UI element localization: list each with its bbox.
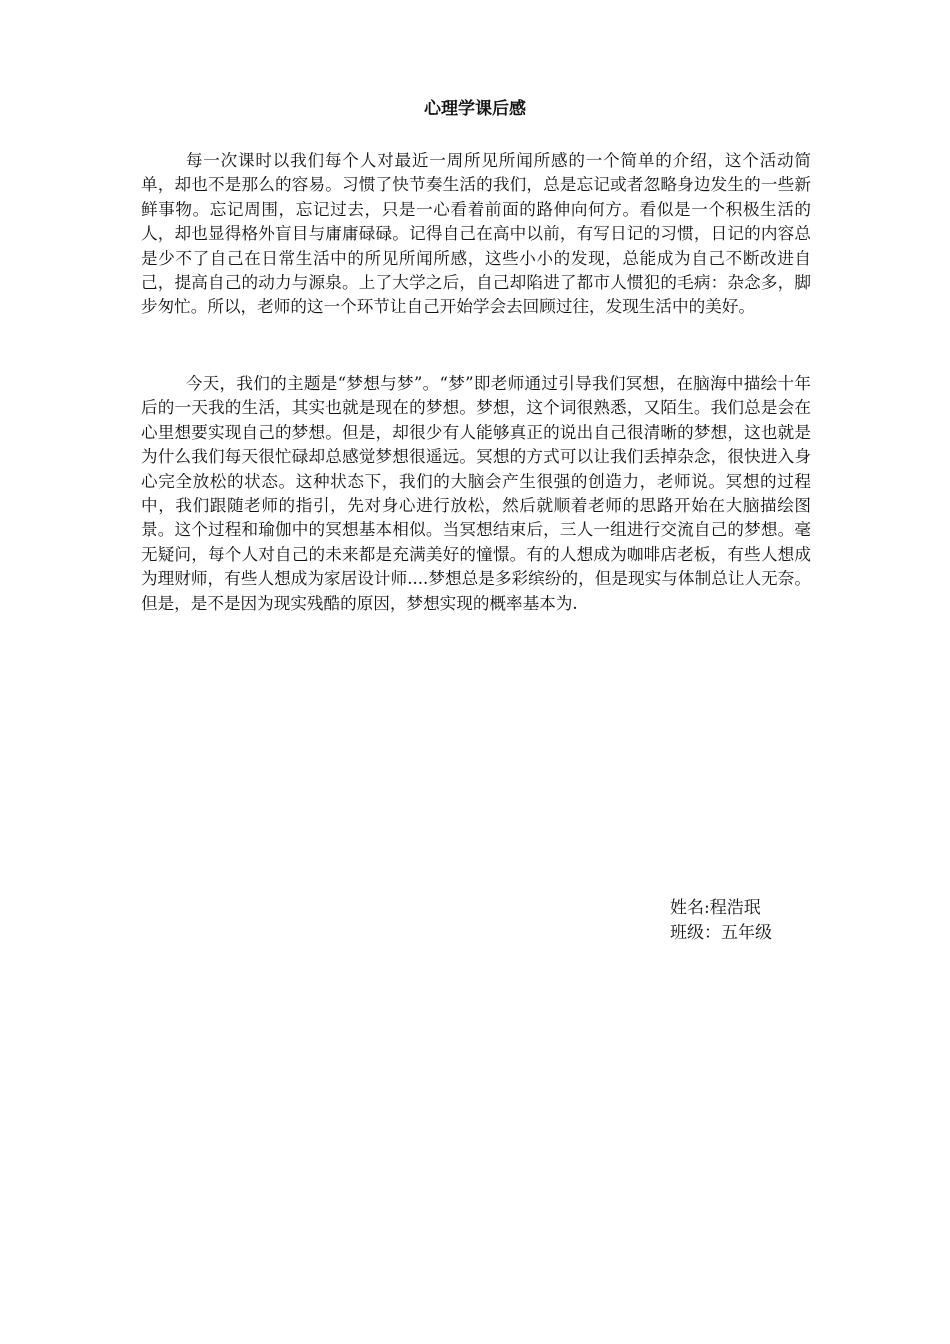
document-title: 心理学课后感 (424, 99, 526, 119)
paragraph-1: 每一次课时以我们每个人对最近一周所见所闻所感的一个简单的介绍，这个活动简单，却也不是那么的容易。习惯了快节奏生活的我们，总是忘记或者忽略身边发生的一些新鲜事物。忘记周围，忘记过去，只是一心看着前面的路伸向何方。看似是一个积极生活的人，却也显得格外盲目与庸庸碌碌。记得自己在高中以前，有写日记的习惯，日记的内容总是少不了自己在日常生活中的所见所闻所感，这些小小的发现，总能成为自己不断改进自己，提高自己的动力与源泉。上了大学之后，自己却陷进了都市人惯犯的毛病：杂念多，脚步匆忙。所以，老师的这一个环节让自己开始学会去回顾过往，发现生活中的美好。 (141, 151, 811, 317)
signature-name: 姓名:程浩珉 (670, 898, 761, 918)
paragraph-2: 今天，我们的主题是“梦想与梦”。“梦”即老师通过引导我们冥想，在脑海中描绘十年后的一天我的生活，其实也就是现在的梦想。梦想，这个词很熟悉，又陌生。我们总是会在心里想要实现自己的梦想。但是，却很少有人能够真正的说出自己很清晰的梦想，这也就是为什么我们每天很忙碌却总感觉梦想很遥远。冥想的方式可以让我们丢掉杂念，很快进入身心完全放松的状态。这种状态下，我们的大脑会产生很强的创造力，老师说。冥想的过程中，我们跟随老师的指引，先对身心进行放松，然后就顺着老师的思路开始在大脑描绘图景。这个过程和瑜伽中的冥想基本相似。当冥想结束后，三人一组进行交流自己的梦想。毫无疑问，每个人对自己的未来都是充满美好的憧憬。有的人想成为咖啡店老板，有些人想成为理财师，有些人想成为家居设计师....梦想总是多彩缤纷的，但是现实与体制总让人无奈。但是，是不是因为现实残酷的原因，梦想实现的概率基本为. (141, 374, 811, 613)
signature-class: 班级：五年级 (670, 923, 772, 943)
